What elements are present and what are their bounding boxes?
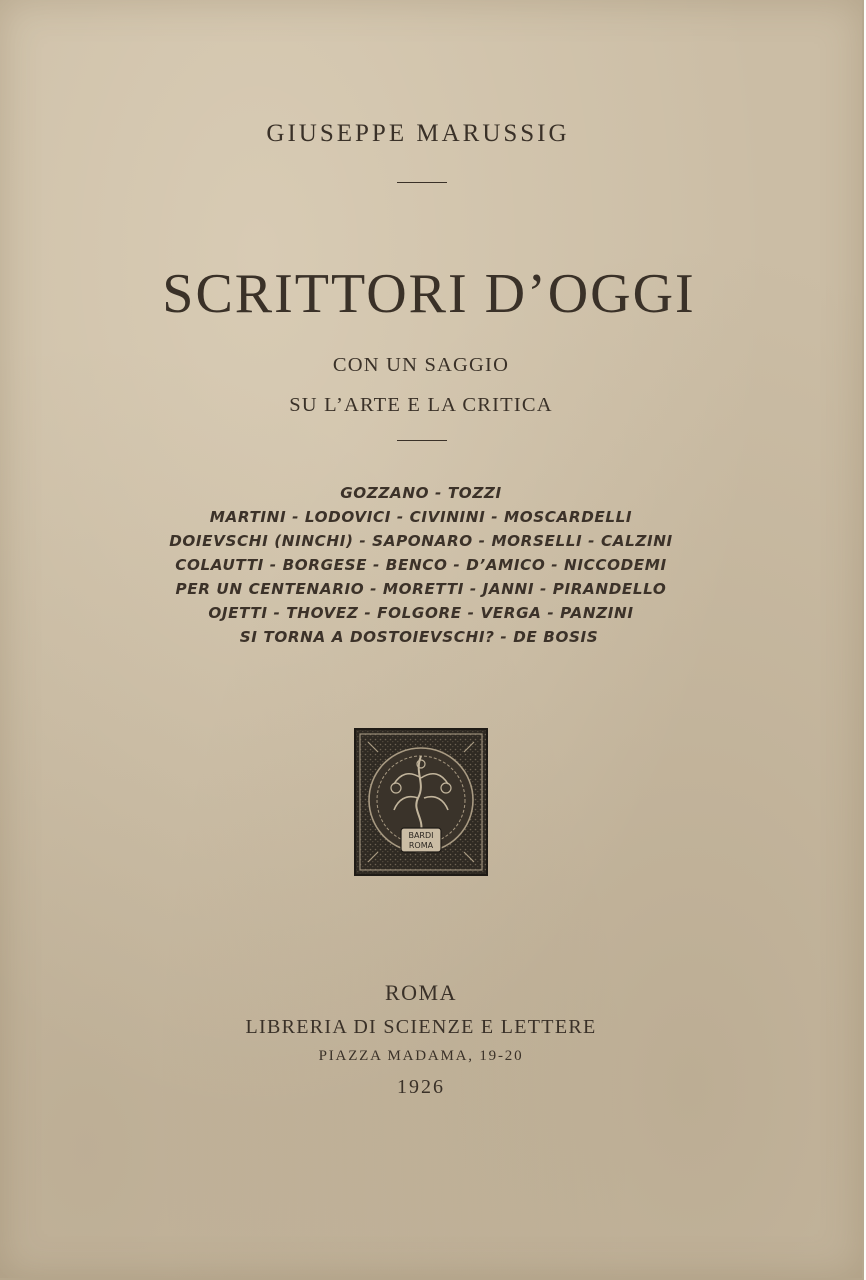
imprint-address: PIAZZA MADAMA, 19-20 [318, 1048, 524, 1064]
subtitle-line-1: CON UN SAGGIO [332, 354, 510, 376]
contents-line: GOZZANO - TOZZI [340, 484, 502, 502]
publisher-mark-text-1: BARDI [408, 831, 434, 840]
contents-line: MARTINI - LODOVICI - CIVININI - MOSCARDELLI [209, 508, 633, 526]
imprint-publisher: LIBRERIA DI SCIENZE E LETTERE [245, 1016, 597, 1038]
author-name: GIUSEPPE MARUSSIG [266, 120, 570, 147]
publisher-mark-graphic [354, 728, 488, 876]
book-title: SCRITTORI D’OGGI [162, 263, 696, 325]
contents-line: SI TORNA A DOSTOIEVSCHI? - DE BOSIS [239, 628, 599, 646]
contents-line: DOIEVSCHI (NINCHI) - SAPONARO - MORSELLI - CALZINI [169, 532, 673, 550]
divider-rule-top [397, 182, 447, 183]
publisher-mark-text-2: ROMA [408, 841, 434, 850]
imprint-city: ROMA [384, 980, 457, 1005]
contents-line: OJETTI - THOVEZ - FOLGORE - VERGA - PANZINI [208, 604, 634, 622]
divider-rule-middle [397, 440, 447, 441]
contents-line: COLAUTTI - BORGESE - BENCO - D’AMICO - NICCODEMI [175, 556, 667, 574]
imprint-year: 1926 [397, 1076, 445, 1098]
subtitle-line-2: SU L’ARTE E LA CRITICA [289, 394, 553, 416]
contents-line: PER UN CENTENARIO - MORETTI - JANNI - PIRANDELLO [175, 580, 667, 598]
publisher-mark-icon [354, 728, 488, 876]
